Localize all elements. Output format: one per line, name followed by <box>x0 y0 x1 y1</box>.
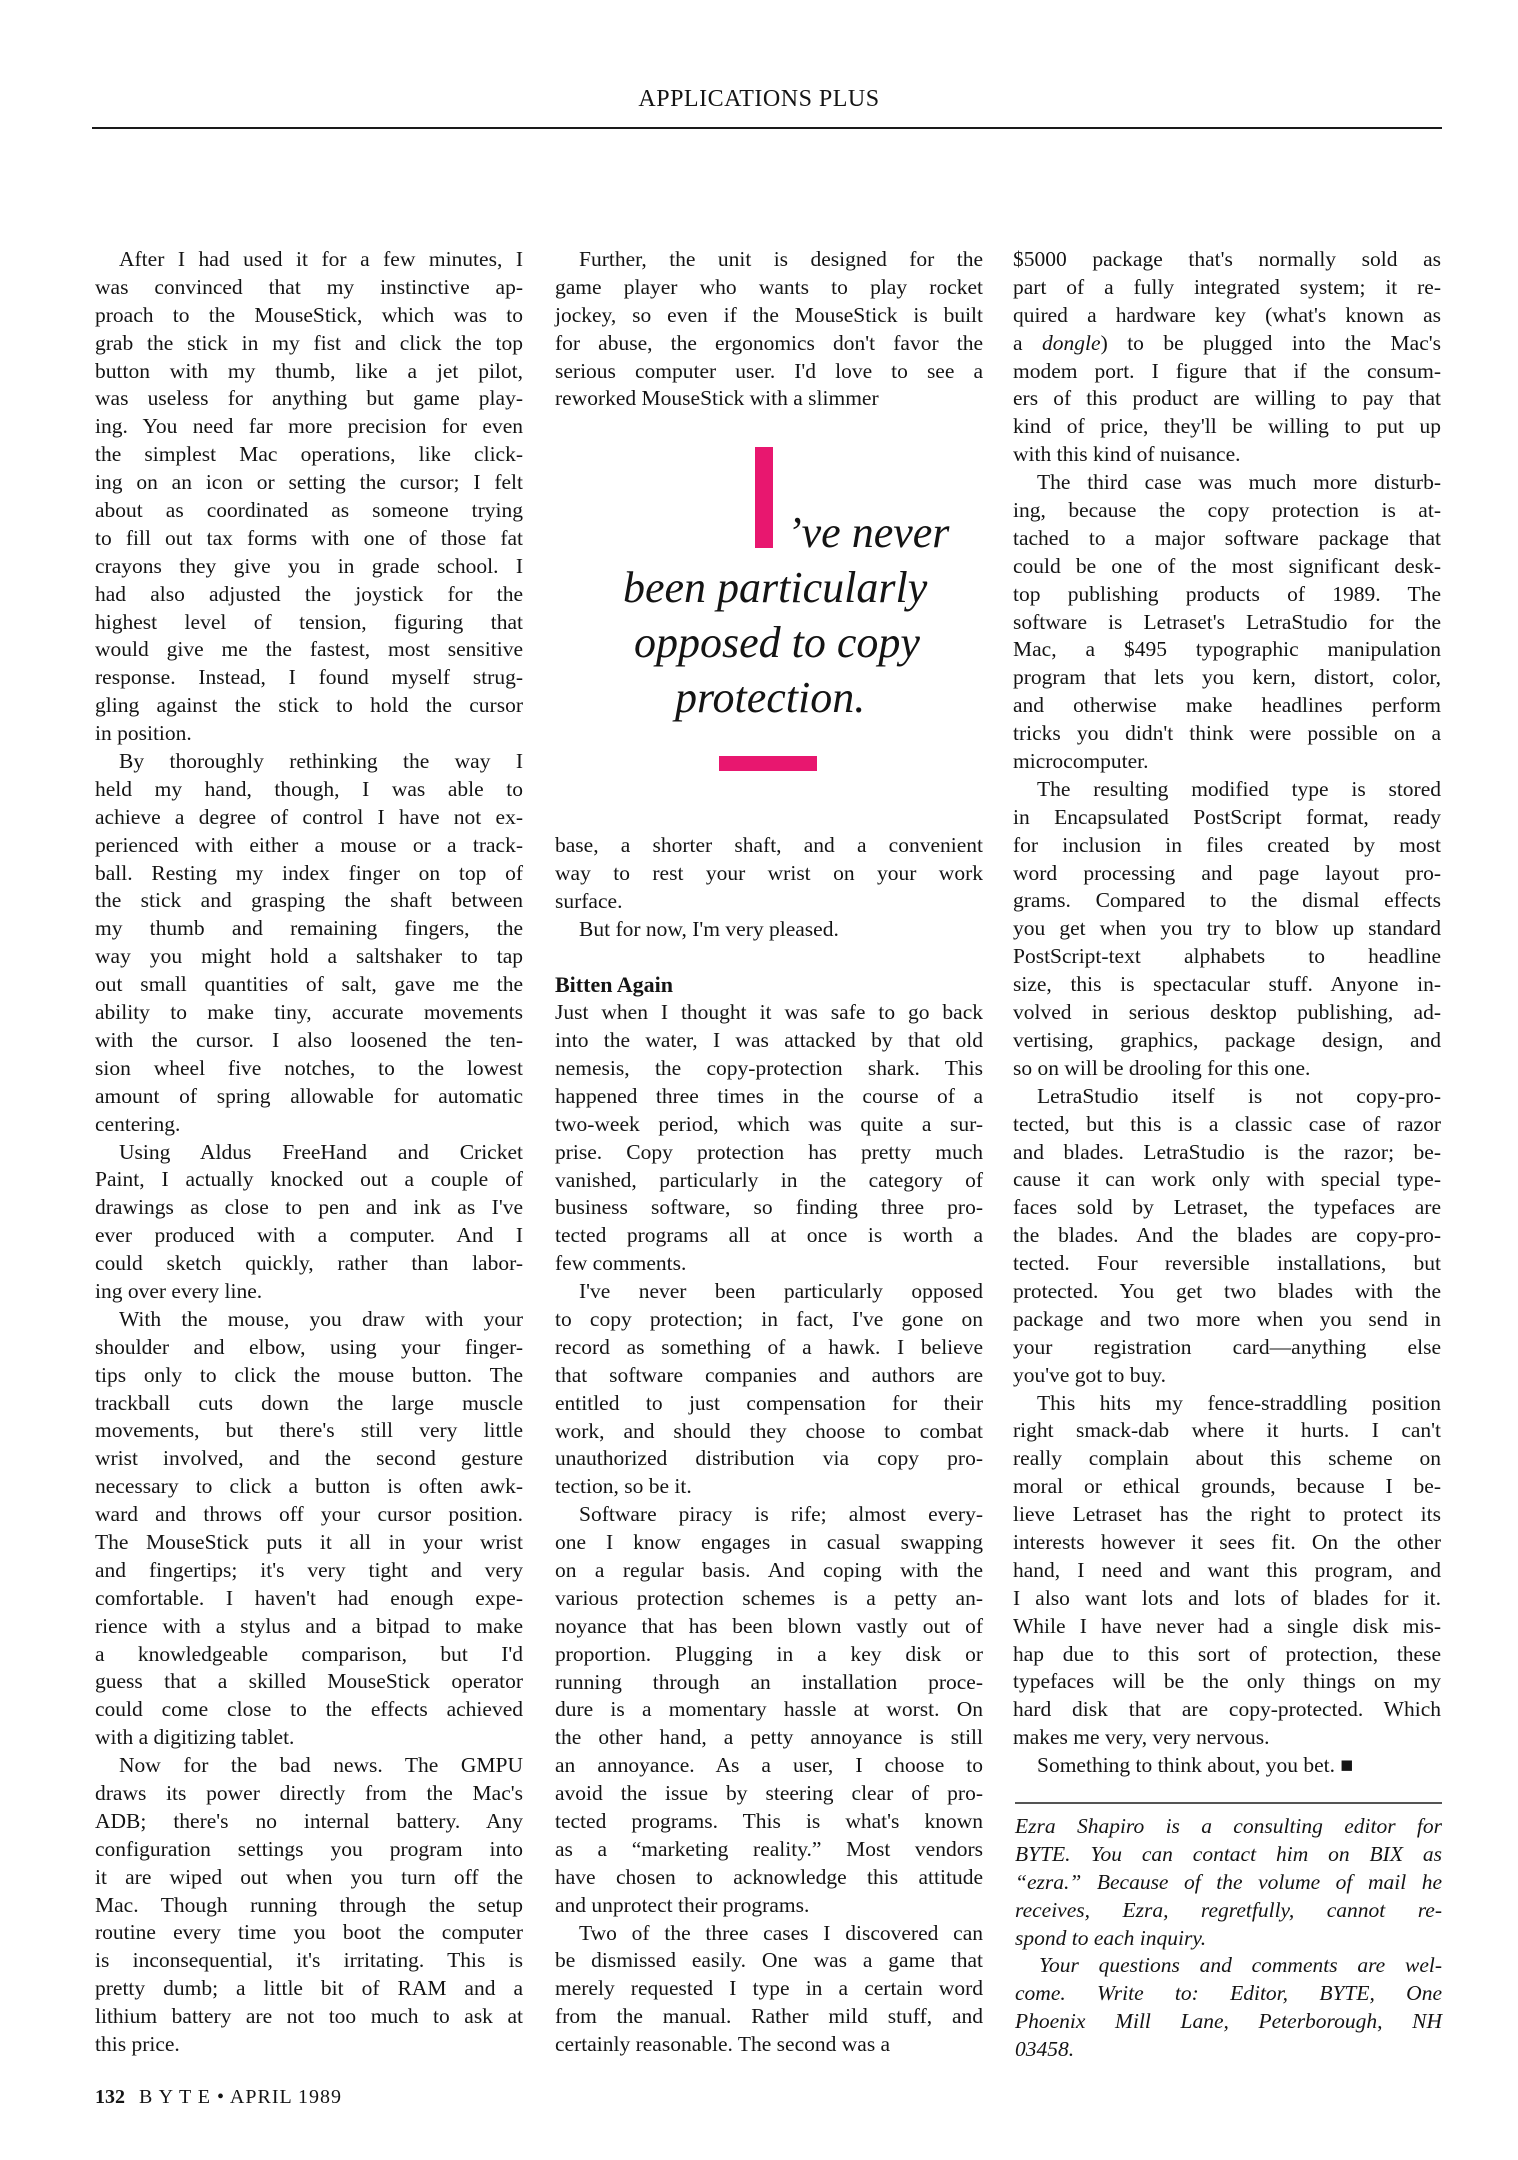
publication-date: B Y T E • APRIL 1989 <box>139 2086 342 2108</box>
text-line: dure is a momentary hassle at worst. On <box>555 1697 983 1722</box>
pull-quote-line: protection. <box>675 673 866 722</box>
text-line: By thoroughly rethinking the way I <box>119 749 523 774</box>
paragraph <box>95 1306 523 1752</box>
text-line: PostScript-text alphabets to headline <box>1013 944 1441 969</box>
text-line: certainly reasonable. The second was a <box>555 2032 891 2057</box>
text-line: I also want lots and lots of blades for it. <box>1013 1585 1441 1610</box>
text-line: volved in serious desktop publishing, ad- <box>1013 1000 1441 1025</box>
text-line: receives, Ezra, regretfully, cannot re- <box>1015 1897 1442 1922</box>
text-line: ing, because the copy protection is at- <box>1013 498 1441 523</box>
text-line: avoid the issue by steering clear of pro- <box>555 1781 983 1806</box>
text-line: ing over every line. <box>95 1278 263 1303</box>
text-line: ing on an icon or setting the cursor; I felt <box>95 470 523 495</box>
text-line: The resulting modified type is stored <box>1037 776 1441 801</box>
text-line: held my hand, though, I was able to <box>95 776 523 801</box>
text-line: tected programs. This is what's known <box>555 1809 983 1834</box>
pull-quote-line: ’ve never <box>787 508 950 557</box>
text-line: response. Instead, I found myself strug- <box>95 665 523 690</box>
text-line: the simplest Mac operations, like click- <box>95 442 523 467</box>
text-line: out small quantities of salt, gave me the <box>95 972 523 997</box>
text-line: for inclusion in files created by most <box>1013 832 1441 857</box>
text-line: software is Letraset's LetraStudio for the <box>1013 609 1441 634</box>
text-line: program that lets you kern, distort, color, <box>1013 665 1441 690</box>
article-column-1 <box>95 246 523 2059</box>
text-line: wrist involved, and the second gesture <box>95 1446 523 1471</box>
text-line: guess that a skilled MouseStick operator <box>95 1669 523 1694</box>
text-line: hap due to this sort of protection, these <box>1013 1641 1441 1666</box>
text-line: lieve Letraset has the right to protect its <box>1013 1502 1441 1527</box>
text-line: shoulder and elbow, using your finger- <box>95 1334 523 1359</box>
text-line: cause it can work only with special type- <box>1013 1167 1441 1192</box>
article-column-3 <box>1013 246 1441 1780</box>
text-line: amount of spring allowable for automatic <box>95 1083 523 1108</box>
text-line: Software piracy is rife; almost every- <box>579 1502 983 1527</box>
text-line: the blades. And the blades are copy-pro- <box>1013 1223 1441 1248</box>
header-rule <box>92 127 1442 129</box>
text-line: grams. Compared to the dismal effects <box>1013 888 1441 913</box>
text-line: protected. You get two blades with the <box>1013 1278 1441 1303</box>
text-line: happened three times in the course of a <box>555 1083 983 1108</box>
text-line: Using Aldus FreeHand and Cricket <box>119 1139 523 1164</box>
paragraph <box>555 916 983 944</box>
text-line: But for now, I'm very pleased. <box>579 916 839 941</box>
page-footer <box>95 2086 342 2109</box>
paragraph <box>95 1752 523 2059</box>
text-line: to fill out tax forms with one of those fat <box>95 525 523 550</box>
text-line: The MouseStick puts it all in your wrist <box>95 1529 523 1554</box>
text-line: come. Write to: Editor, BYTE, One <box>1015 1981 1442 2006</box>
text-line: with the cursor. I also loosened the ten- <box>95 1027 523 1052</box>
paragraph <box>555 999 983 1278</box>
text-line: tached to a major software package that <box>1013 525 1441 550</box>
text-segment: a <box>1013 330 1043 355</box>
text-line: configuration settings you program into <box>95 1836 523 1861</box>
text-line: makes me very, very nervous. <box>1013 1725 1270 1750</box>
text-line: to copy protection; in fact, I've gone on <box>555 1306 983 1331</box>
paragraph <box>555 832 983 916</box>
text-line: tricks you didn't think were possible on a <box>1013 721 1441 746</box>
text-line: with this kind of nuisance. <box>1013 442 1241 467</box>
text-line: was convinced that my instinctive ap- <box>95 274 523 299</box>
text-line: unauthorized distribution via copy pro- <box>555 1446 983 1471</box>
text-line: work, and should they choose to combat <box>555 1418 983 1443</box>
text-line: moral or ethical grounds, because I be- <box>1013 1474 1441 1499</box>
text-line: tected. Four reversible installations, but <box>1013 1251 1441 1276</box>
text-line: you get when you try to blow up standard <box>1013 916 1441 941</box>
paragraph <box>1013 776 1441 1083</box>
text-line: word processing and page layout pro- <box>1013 860 1441 885</box>
text-line: ability to make tiny, accurate movements <box>95 1000 523 1025</box>
text-line: ball. Resting my index finger on top of <box>95 860 523 885</box>
text-line: ing. You need far more precision for even <box>95 414 523 439</box>
text-line: into the water, I was attacked by that old <box>555 1028 983 1053</box>
text-line: comfortable. I haven't had enough expe- <box>95 1585 523 1610</box>
text-line: microcomputer. <box>1013 749 1149 774</box>
paragraph <box>1013 1752 1441 1780</box>
pull-quote-line: opposed to copy <box>634 618 920 667</box>
italic-term: dongle <box>1042 330 1101 355</box>
text-line: After I had used it for a few minutes, I <box>119 247 523 271</box>
text-line: would give me the fastest, most sensitive <box>95 637 523 662</box>
text-line: The third case was much more disturb- <box>1037 470 1441 495</box>
text-line: it are wiped out when you turn off the <box>95 1864 523 1889</box>
text-line: movements, but there's still very little <box>95 1418 523 1443</box>
text-line: sion wheel five notches, to the lowest <box>95 1055 523 1080</box>
text-line: prise. Copy protection has pretty much <box>555 1139 983 1164</box>
text-line: game player who wants to play rocket <box>555 274 983 299</box>
text-line: size, this is spectacular stuff. Anyone in- <box>1013 972 1441 997</box>
text-line: really complain about this scheme on <box>1013 1446 1441 1471</box>
paragraph <box>95 748 523 1138</box>
text-line: jockey, so even if the MouseStick is built <box>555 302 983 327</box>
text-line: you've got to buy. <box>1013 1362 1166 1387</box>
bio-divider <box>1015 1802 1442 1804</box>
text-line: Ezra Shapiro is a consulting editor for <box>1015 1814 1442 1838</box>
text-line: could come close to the effects achieved <box>95 1697 523 1722</box>
text-line: on a regular basis. And coping with the <box>555 1558 983 1582</box>
text-line: pretty dumb; a little bit of RAM and a <box>95 1976 523 2001</box>
text-line: part of a fully integrated system; it re- <box>1013 274 1441 299</box>
text-line: tected programs all at once is worth a <box>555 1223 983 1248</box>
text-line: ers of this product are willing to pay that <box>1013 386 1441 411</box>
text-line: way you might hold a saltshaker to tap <box>95 944 523 969</box>
text-line: vanished, particularly in the category of <box>555 1167 983 1192</box>
text-line: few comments. <box>555 1251 687 1276</box>
paragraph <box>1013 246 1441 469</box>
text-line: interests however it sees fit. On the other <box>1013 1529 1441 1554</box>
text-line: Now for the bad news. The GMPU <box>119 1753 523 1778</box>
text-line: trackball cuts down the large muscle <box>95 1390 523 1415</box>
text-line: gling against the stick to hold the cursor <box>95 693 523 718</box>
text-line: and fingertips; it's very tight and very <box>95 1557 523 1582</box>
text-line: lithium battery are not too much to ask at <box>95 2004 523 2029</box>
paragraph <box>1013 1083 1441 1390</box>
text-line: I've never been particularly opposed <box>579 1279 983 1304</box>
text-line: two-week period, which was quite a sur- <box>555 1111 983 1136</box>
text-line: Mac. Though running through the setup <box>95 1892 523 1917</box>
text-line: routine every time you boot the computer <box>95 1920 523 1945</box>
text-line: ADB; there's no internal battery. Any <box>95 1808 523 1833</box>
text-line: This hits my fence-straddling position <box>1037 1390 1441 1415</box>
text-line: and unprotect their programs. <box>555 1892 810 1917</box>
paragraph <box>555 1501 983 1919</box>
text-line: base, a shorter shaft, and a convenient <box>555 832 983 857</box>
text-line: a knowledgeable comparison, but I'd <box>95 1641 523 1666</box>
text-line: as a “marketing reality.” Most vendors <box>555 1836 983 1861</box>
text-line: hard disk that are copy-protected. Which <box>1013 1697 1441 1722</box>
text-line: serious computer user. I'd love to see a <box>555 358 983 383</box>
text-line: and blades. LetraStudio is the razor; be- <box>1013 1139 1441 1164</box>
paragraph <box>95 1139 523 1306</box>
page-number: 132 <box>95 2086 125 2108</box>
pull-quote-line: been particularly <box>623 563 928 612</box>
text-line: 03458. <box>1015 2037 1075 2062</box>
text-line: draws its power directly from the Mac's <box>95 1780 523 1805</box>
text-line: reworked MouseStick with a slimmer <box>555 386 879 411</box>
text-line: Something to think about, you bet. ■ <box>1037 1753 1354 1778</box>
paragraph <box>555 1920 983 2059</box>
paragraph <box>1015 1813 1442 1952</box>
text-line: running through an installation proce- <box>555 1669 983 1694</box>
text-line: entitled to just compensation for their <box>555 1390 983 1415</box>
text-line: noyance that has been blown vastly out of <box>555 1613 983 1638</box>
text-line: that software companies and authors are <box>555 1362 983 1387</box>
text-line: various protection schemes is a petty an- <box>555 1585 983 1610</box>
text-line: rience with a stylus and a bitpad to make <box>95 1613 523 1638</box>
text-line: right smack-dab where it hurts. I can't <box>1013 1418 1441 1443</box>
text-line: hand, I need and want this program, and <box>1013 1557 1441 1582</box>
text-line: about as coordinated as someone trying <box>95 498 523 523</box>
text-line: top publishing products of 1989. The <box>1013 581 1441 606</box>
text-line: for abuse, the ergonomics don't favor the <box>555 330 983 355</box>
text-line: tips only to click the mouse button. The <box>95 1362 523 1387</box>
text-line: proportion. Plugging in a key disk or <box>555 1641 983 1666</box>
text-line: button with my thumb, like a jet pilot, <box>95 358 523 383</box>
text-line: typefaces will be the only things on my <box>1013 1669 1441 1694</box>
text-line: this price. <box>95 2032 180 2056</box>
text-line: proach to the MouseStick, which was to <box>95 302 523 327</box>
text-line: drawings as close to pen and ink as I've <box>95 1195 523 1220</box>
text-line: way to rest your wrist on your work <box>555 860 983 885</box>
text-line: in position. <box>95 721 192 746</box>
paragraph <box>555 1278 983 1501</box>
paragraph <box>1015 1952 1442 2064</box>
text-line: centering. <box>95 1111 181 1136</box>
author-bio <box>1015 1813 1442 2064</box>
text-line: Phoenix Mill Lane, Peterborough, NH <box>1015 2009 1442 2034</box>
text-line: quired a hardware key (what's known as <box>1013 302 1441 327</box>
text-line: With the mouse, you draw with your <box>119 1306 523 1331</box>
text-line: “ezra.” Because of the volume of mail he <box>1015 1869 1442 1894</box>
pull-quote-drop-cap-bar <box>755 447 773 548</box>
text-line: with a digitizing tablet. <box>95 1725 295 1750</box>
text-line <box>1013 330 1441 358</box>
text-line: BYTE. You can contact him on BIX as <box>1015 1841 1442 1866</box>
text-line: could sketch quickly, rather than labor- <box>95 1251 523 1276</box>
text-line: surface. <box>555 888 623 913</box>
text-line: highest level of tension, figuring that <box>95 609 523 634</box>
text-line: Two of the three cases I discovered can <box>579 1920 983 1945</box>
text-line: $5000 package that's normally sold as <box>1013 247 1441 271</box>
text-line: in Encapsulated PostScript format, ready <box>1013 804 1441 829</box>
text-line: spond to each inquiry. <box>1015 1925 1207 1950</box>
text-line: from the manual. Rather mild stuff, and <box>555 2004 983 2029</box>
text-line: modem port. I figure that if the consum- <box>1013 358 1441 383</box>
section-heading: Bitten Again <box>555 972 673 998</box>
text-line: the stick and grasping the shaft between <box>95 888 523 913</box>
text-line: grab the stick in my fist and click the top <box>95 330 523 355</box>
text-line: faces sold by Letraset, the typefaces are <box>1013 1195 1441 1220</box>
text-line: one I know engages in casual swapping <box>555 1530 983 1555</box>
text-line: was useless for anything but game play- <box>95 386 523 411</box>
text-line: Paint, I actually knocked out a couple of <box>95 1167 523 1192</box>
text-line: business software, so finding three pro- <box>555 1195 983 1220</box>
text-line: and otherwise make headlines perform <box>1013 693 1441 718</box>
text-line: could be one of the most significant desk- <box>1013 553 1441 578</box>
text-line: the other hand, a petty annoyance is still <box>555 1725 983 1750</box>
text-line: Just when I thought it was safe to go back <box>555 1000 983 1025</box>
text-line: ever produced with a computer. And I <box>95 1223 523 1248</box>
text-line: LetraStudio itself is not copy-pro- <box>1037 1083 1441 1108</box>
pull-quote-rule <box>719 756 817 771</box>
text-line: an annoyance. As a user, I choose to <box>555 1753 983 1778</box>
text-line: package and two more when you send in <box>1013 1306 1441 1331</box>
text-line: so on will be drooling for this one. <box>1013 1055 1311 1080</box>
text-line: have chosen to acknowledge this attitude <box>555 1864 983 1889</box>
text-line: vertising, graphics, package design, and <box>1013 1027 1441 1052</box>
text-line: Your questions and comments are wel- <box>1039 1953 1442 1978</box>
text-line: tected, but this is a classic case of razor <box>1013 1111 1441 1136</box>
paragraph <box>1013 469 1441 776</box>
text-line: be dismissed easily. One was a game that <box>555 1948 983 1973</box>
text-line: my thumb and remaining fingers, the <box>95 916 523 941</box>
text-line: kind of price, they'll be willing to put up <box>1013 414 1441 439</box>
text-line: record as something of a hawk. I believe <box>555 1334 983 1359</box>
paragraph <box>555 246 983 413</box>
text-line: Further, the unit is designed for the <box>579 247 983 271</box>
text-line: Mac, a $495 typographic manipulation <box>1013 637 1441 662</box>
paragraph <box>1013 1390 1441 1753</box>
text-line: necessary to click a button is often awk- <box>95 1474 523 1499</box>
text-line: achieve a degree of control I have not ex- <box>95 804 523 829</box>
text-line: crayons they give you in grade school. I <box>95 553 523 578</box>
text-line: While I have never had a single disk mis- <box>1013 1613 1441 1638</box>
text-line: ward and throws off your cursor position. <box>95 1502 523 1527</box>
text-segment: ) to be plugged into the Mac's <box>1100 330 1441 355</box>
running-head: APPLICATIONS PLUS <box>638 86 880 112</box>
text-line: tection, so be it. <box>555 1474 692 1499</box>
paragraph <box>95 246 523 748</box>
text-line: perienced with either a mouse or a track- <box>95 832 523 857</box>
text-line: is inconsequential, it's irritating. This is <box>95 1948 523 1973</box>
text-line: your registration card—anything else <box>1013 1334 1441 1359</box>
text-line: nemesis, the copy-protection shark. This <box>555 1055 983 1080</box>
text-line: merely requested I type in a certain word <box>555 1976 983 2001</box>
text-line: had also adjusted the joystick for the <box>95 581 523 606</box>
